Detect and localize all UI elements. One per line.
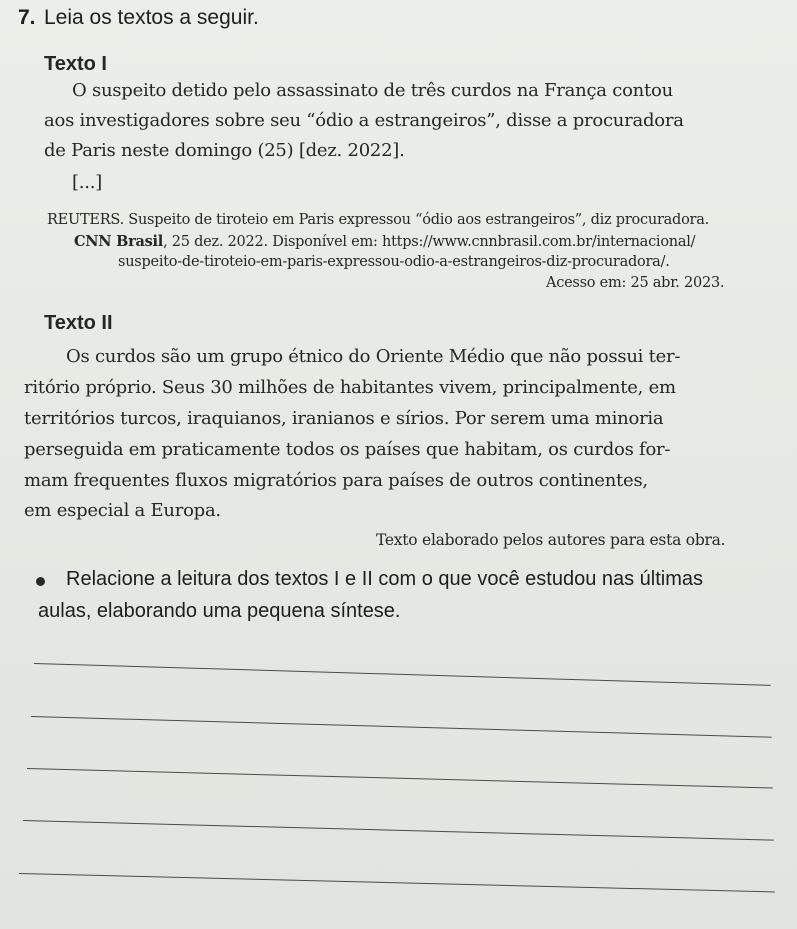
question-title: Leia os textos a seguir. [44, 6, 259, 29]
texto-1-heading: Texto I [44, 53, 107, 75]
texto-2-source: Texto elaborado pelos autores para esta obra. [376, 531, 726, 549]
texto-1-line: O suspeito detido pelo assassinato de três curdos na França contou [72, 80, 673, 101]
answer-line[interactable] [31, 716, 772, 738]
texto-2-line: mam frequentes fluxos migratórios para países de outros continentes, [24, 470, 648, 491]
task-prompt-line: aulas, elaborando uma pequena síntese. [38, 600, 401, 622]
texto-1-citation-url: suspeito-de-tiroteio-em-paris-expressou-odio-a-estrangeiros-diz-procuradora/. [118, 254, 670, 270]
answer-line[interactable] [19, 873, 775, 892]
citation-source-name: CNN Brasil [74, 233, 164, 250]
texto-2-line: Os curdos são um grupo étnico do Oriente Médio que não possui ter- [66, 346, 681, 367]
texto-2-line: territórios turcos, iraquianos, iranianos e sírios. Por serem uma minoria [24, 408, 664, 429]
task-prompt-line: Relacione a leitura dos textos I e II com o que você estudou nas últimas [66, 568, 704, 590]
answer-line[interactable] [34, 663, 771, 686]
texto-1-line: aos investigadores sobre seu “ódio a estrangeiros”, disse a procuradora [44, 110, 684, 131]
bullet-icon [36, 577, 45, 586]
question-number: 7. [18, 6, 36, 29]
citation-date-url: , 25 dez. 2022. Disponível em: https://www.cnnbrasil.com.br/internacional/ [163, 234, 696, 250]
texto-2-line: em especial a Europa. [24, 500, 221, 521]
texto-1-ellipsis: [...] [72, 172, 102, 193]
texto-1-citation-line: REUTERS. Suspeito de tiroteio em Paris expressou “ódio aos estrangeiros”, diz procuradora. [47, 212, 709, 228]
texto-1-citation-line [74, 233, 695, 250]
texto-1-line: de Paris neste domingo (25) [dez. 2022]. [44, 140, 405, 161]
texto-2-heading: Texto II [44, 312, 113, 334]
texto-1-citation-access: Acesso em: 25 abr. 2023. [546, 275, 725, 291]
texto-2-line: perseguida em praticamente todos os países que habitam, os curdos for- [24, 439, 671, 460]
answer-line[interactable] [27, 768, 773, 789]
texto-2-line: ritório próprio. Seus 30 milhões de habitantes vivem, principalmente, em [24, 377, 676, 398]
answer-line[interactable] [23, 820, 774, 841]
